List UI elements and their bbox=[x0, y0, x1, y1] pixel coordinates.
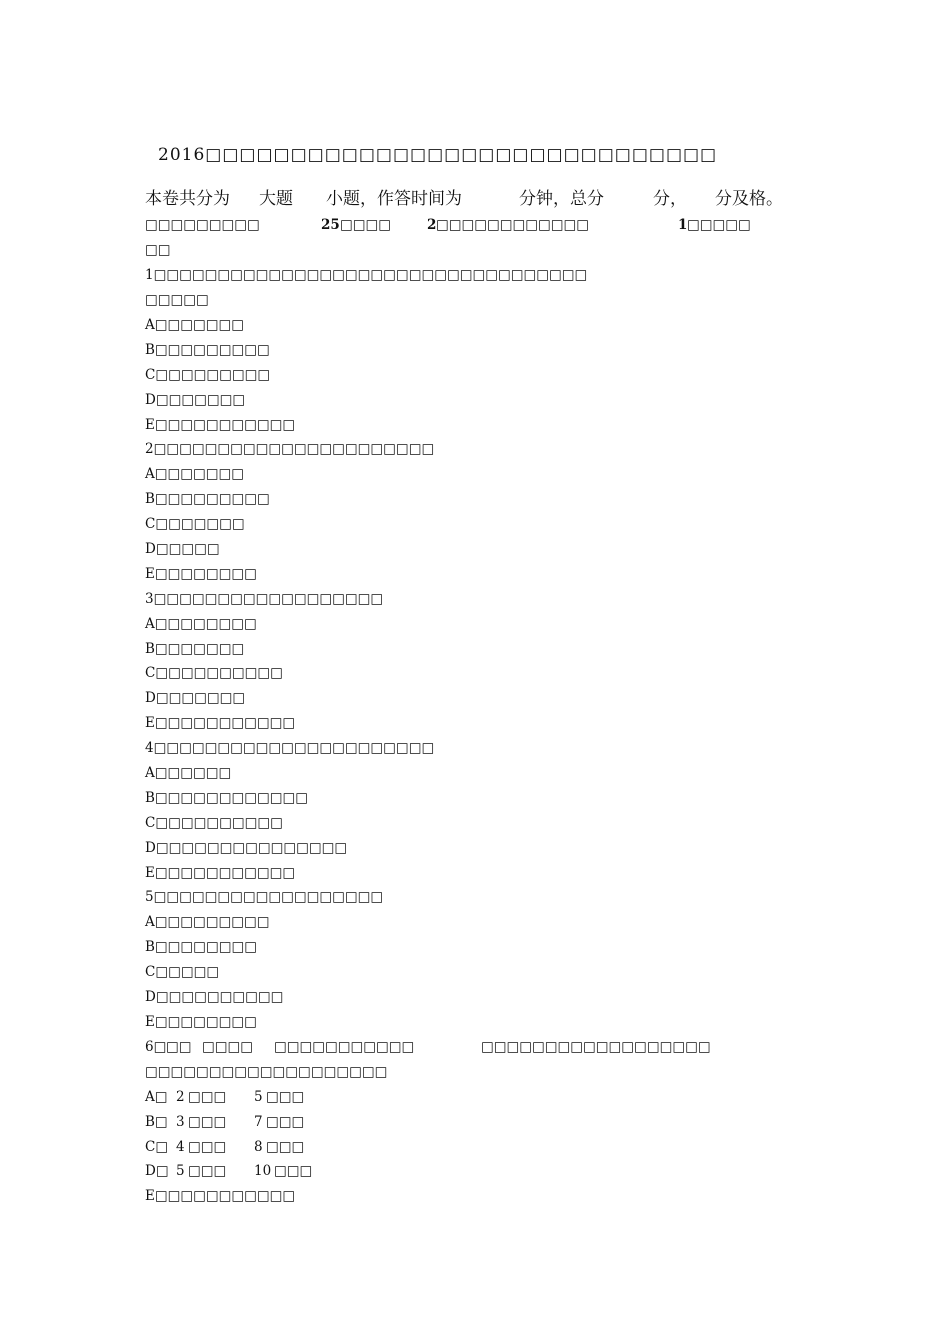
option-label: B□ bbox=[145, 1114, 168, 1130]
section-text: □□□□□□□□□ bbox=[145, 217, 260, 233]
option-d[interactable]: D□□□□□□□□□□ bbox=[145, 989, 284, 1005]
option-e[interactable]: E□□□□□□□□□□□ bbox=[145, 1188, 296, 1204]
option-unit: □□□ bbox=[188, 1089, 227, 1105]
instr-part: 大题 bbox=[259, 189, 293, 209]
option-e[interactable]: E□□□□□□□□ bbox=[145, 566, 257, 582]
instr-part: 分及格。 bbox=[715, 189, 783, 209]
option-b[interactable]: B□□□□□□□□□ bbox=[145, 342, 270, 358]
section-text: □□□□□□□□□□□□ bbox=[436, 217, 590, 233]
option-unit: □□□ bbox=[266, 1139, 305, 1155]
option-value: 2 bbox=[176, 1089, 185, 1105]
option-unit: □□□ bbox=[188, 1114, 227, 1130]
option-label: C□ bbox=[145, 1139, 169, 1155]
question-stem: □□□□ bbox=[202, 1039, 254, 1055]
option-value: 4 bbox=[176, 1139, 185, 1155]
option-d[interactable]: D□□□□□□□□□□□□□□□ bbox=[145, 840, 348, 856]
question-stem: □□□□□□□□□□□□□□□□□□ bbox=[481, 1039, 711, 1055]
question-stem: 2□□□□□□□□□□□□□□□□□□□□□□ bbox=[145, 441, 435, 457]
instr-part: 分钟，总分 bbox=[519, 189, 604, 209]
option-value: 5 bbox=[254, 1089, 263, 1105]
instr-part: 小题，作答时间为 bbox=[326, 189, 462, 209]
question-stem: 1□□□□□□□□□□□□□□□□□□□□□□□□□□□□□□□□□□ bbox=[145, 267, 588, 283]
question-stem: 4□□□□□□□□□□□□□□□□□□□□□□ bbox=[145, 740, 435, 756]
option-b[interactable]: B□□□□□□□□ bbox=[145, 939, 257, 955]
option-value: 8 bbox=[254, 1139, 263, 1155]
question-stem: □□□□□□□□□□□ bbox=[274, 1039, 415, 1055]
option-unit: □□□ bbox=[266, 1089, 305, 1105]
option-unit: □□□ bbox=[266, 1114, 305, 1130]
page-title: 2016□□□□□□□□□□□□□□□□□□□□□□□□□□□□□□ bbox=[158, 145, 718, 165]
option-e[interactable]: E□□□□□□□□ bbox=[145, 1014, 257, 1030]
option-value: 5 bbox=[176, 1163, 185, 1179]
section-number: 1 bbox=[678, 217, 688, 233]
option-d[interactable]: D□□□□□□□ bbox=[145, 392, 246, 408]
option-label: D□ bbox=[145, 1163, 169, 1179]
question-stem: 5□□□□□□□□□□□□□□□□□□ bbox=[145, 889, 384, 905]
option-e[interactable]: E□□□□□□□□□□□ bbox=[145, 865, 296, 881]
option-unit: □□□ bbox=[188, 1139, 227, 1155]
question-stem: □□□□□ bbox=[145, 292, 209, 308]
option-value: 7 bbox=[254, 1114, 263, 1130]
option-b[interactable]: B□□□□□□□□□ bbox=[145, 491, 270, 507]
option-e[interactable]: E□□□□□□□□□□□ bbox=[145, 715, 296, 731]
option-c[interactable]: C□□□□□□□□□□ bbox=[145, 815, 283, 831]
option-a[interactable]: A□□□□□□□□□ bbox=[145, 914, 270, 930]
option-e[interactable]: E□□□□□□□□□□□ bbox=[145, 417, 296, 433]
option-d[interactable]: D□□□□□□□ bbox=[145, 690, 246, 706]
option-value: 3 bbox=[176, 1114, 185, 1130]
option-c[interactable]: C□□□□□□□□□ bbox=[145, 367, 271, 383]
option-a[interactable]: A□□□□□□□ bbox=[145, 466, 245, 482]
instr-part: 本卷共分为 bbox=[145, 189, 230, 209]
option-c[interactable]: C□□□□□□□□□□ bbox=[145, 665, 283, 681]
option-label: A□ bbox=[145, 1089, 168, 1105]
option-unit: □□□ bbox=[274, 1163, 313, 1179]
option-unit: □□□ bbox=[188, 1163, 227, 1179]
option-b[interactable]: B□□□□□□□□□□□□ bbox=[145, 790, 308, 806]
section-number: 2 bbox=[427, 217, 437, 233]
question-count: 25 bbox=[321, 217, 340, 233]
option-value: 10 bbox=[254, 1163, 272, 1179]
option-c[interactable]: C□□□□□ bbox=[145, 964, 220, 980]
question-stem: 6□ bbox=[145, 1039, 167, 1055]
option-b[interactable]: B□□□□□□□ bbox=[145, 641, 245, 657]
option-d[interactable]: D□□□□□ bbox=[145, 541, 220, 557]
instr-part: 分， bbox=[653, 189, 687, 209]
question-stem: 3□□□□□□□□□□□□□□□□□□ bbox=[145, 591, 384, 607]
question-stem: □□□□□□□□□□□□□□□□□□□ bbox=[145, 1064, 388, 1080]
question-stem: □□ bbox=[166, 1039, 192, 1055]
option-a[interactable]: A□□□□□□□□ bbox=[145, 616, 257, 632]
option-a[interactable]: A□□□□□□□ bbox=[145, 317, 245, 333]
section-text: □□□□ bbox=[340, 217, 392, 233]
section-text: □□□□□ bbox=[687, 217, 751, 233]
section-text: □□ bbox=[145, 242, 171, 258]
option-c[interactable]: C□□□□□□□ bbox=[145, 516, 245, 532]
option-a[interactable]: A□□□□□□ bbox=[145, 765, 232, 781]
